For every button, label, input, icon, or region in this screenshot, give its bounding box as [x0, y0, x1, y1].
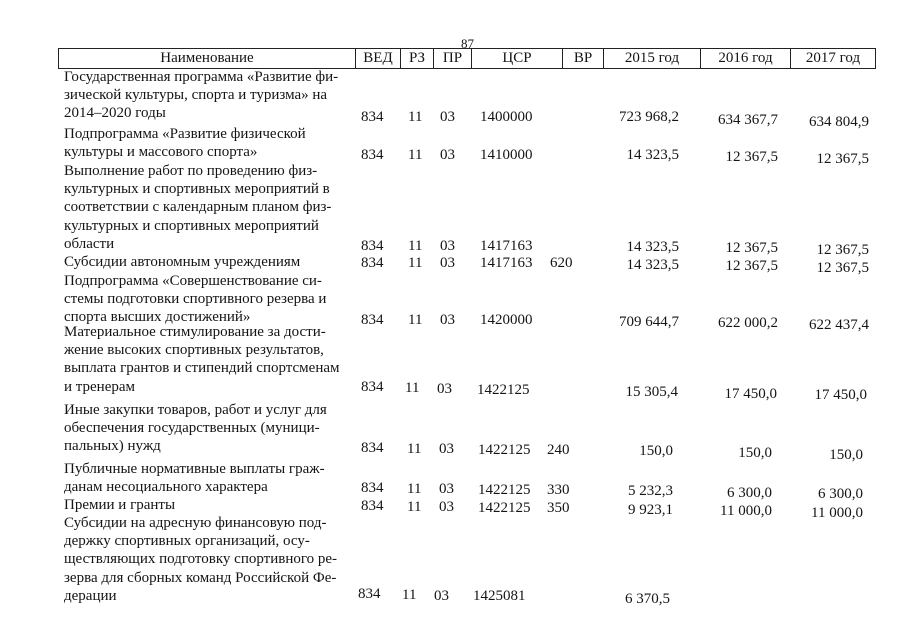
cell-2017: 11 000,0: [811, 505, 863, 521]
cell-pr: 03: [437, 381, 452, 397]
cell-pr: 03: [440, 255, 455, 271]
header-2017: 2017 год: [790, 49, 875, 68]
cell-2016: 150,0: [738, 445, 772, 461]
header-ved: ВЕД: [355, 49, 400, 68]
row-name: Материальное стимулирование за дости- жение высоких спортивных результатов, выплата грантов и стипендий спортсменам и тренерам: [64, 324, 340, 395]
cell-csr: 1425081: [473, 588, 526, 604]
cell-pr: 03: [434, 588, 449, 604]
cell-2015: 709 644,7: [619, 314, 679, 330]
cell-rz: 11: [408, 255, 423, 271]
cell-rz: 11: [407, 441, 422, 457]
header-rz: РЗ: [400, 49, 433, 68]
header-csr: ЦСР: [471, 49, 562, 68]
cell-ved: 834: [361, 379, 384, 395]
cell-pr: 03: [440, 109, 455, 125]
cell-2015: 5 232,3: [628, 483, 673, 499]
header-pr: ПР: [433, 49, 471, 68]
cell-rz: 11: [408, 312, 423, 328]
cell-2015: 15 305,4: [625, 384, 678, 400]
cell-2017: 12 367,5: [816, 242, 869, 258]
cell-rz: 11: [408, 109, 423, 125]
row-name: Субсидии автономным учреждениям: [64, 254, 301, 270]
cell-2015: 14 323,5: [626, 239, 679, 255]
cell-pr: 03: [439, 441, 454, 457]
row-name: Государственная программа «Развитие фи- зической культуры, спорта и туризма» на 2014–2020 годы: [64, 69, 339, 122]
cell-pr: 03: [439, 481, 454, 497]
cell-2016: 11 000,0: [720, 503, 772, 519]
cell-2015: 150,0: [639, 443, 673, 459]
header-2016: 2016 год: [700, 49, 790, 68]
page-number: 87: [461, 36, 474, 51]
row-name: Подпрограмма «Развитие физической культуры и массового спорта»: [64, 126, 306, 161]
cell-2016: 12 367,5: [725, 240, 778, 256]
cell-2016: 634 367,7: [718, 112, 778, 128]
table-header: [58, 48, 876, 69]
header-2015: 2015 год: [603, 49, 700, 68]
cell-csr: 1417163: [480, 238, 533, 254]
cell-csr: 1400000: [480, 109, 533, 125]
cell-2015: 14 323,5: [626, 257, 679, 273]
cell-ved: 834: [361, 255, 384, 271]
header-vr: ВР: [562, 49, 603, 68]
cell-ved: 834: [361, 440, 384, 456]
cell-csr: 1422125: [478, 482, 531, 498]
cell-ved: 834: [361, 109, 384, 125]
cell-rz: 11: [405, 380, 420, 396]
cell-ved: 834: [358, 586, 381, 602]
cell-2015: 723 968,2: [619, 109, 679, 125]
cell-rz: 11: [408, 147, 423, 163]
cell-vr: 240: [547, 442, 570, 458]
cell-ved: 834: [361, 238, 384, 254]
cell-2015: 14 323,5: [626, 147, 679, 163]
row-name: Подпрограмма «Совершенствование си- стемы подготовки спортивного резерва и спорта высших достижений»: [64, 273, 327, 326]
cell-rz: 11: [408, 238, 423, 254]
cell-2016: 12 367,5: [725, 149, 778, 165]
cell-2017: 12 367,5: [816, 260, 869, 276]
row-name: Выполнение работ по проведению физ- культурных и спортивных мероприятий в соответствии с календарным планом физ- культурных и спортивных мероприятий области: [64, 163, 332, 252]
cell-rz: 11: [407, 481, 422, 497]
row-name: Публичные нормативные выплаты граж- данам несоциального характера: [64, 461, 325, 496]
cell-ved: 834: [361, 147, 384, 163]
cell-2017: 12 367,5: [816, 151, 869, 167]
cell-2017: 150,0: [829, 447, 863, 463]
cell-vr: 350: [547, 500, 570, 516]
cell-rz: 11: [402, 587, 417, 603]
header-name: Наименование: [160, 50, 254, 66]
cell-2016: 622 000,2: [718, 315, 778, 331]
cell-ved: 834: [361, 312, 384, 328]
cell-2015: 6 370,5: [625, 591, 670, 607]
cell-csr: 1422125: [478, 500, 531, 516]
cell-pr: 03: [440, 147, 455, 163]
cell-csr: 1410000: [480, 147, 533, 163]
cell-2016: 6 300,0: [727, 485, 772, 501]
row-name: Премии и гранты: [64, 497, 176, 513]
cell-csr: 1420000: [480, 312, 533, 328]
cell-ved: 834: [361, 480, 384, 496]
cell-vr: 620: [550, 255, 573, 271]
cell-2017: 17 450,0: [814, 387, 867, 403]
cell-rz: 11: [407, 499, 422, 515]
row-name: Иные закупки товаров, работ и услуг для обеспечения государственных (муници- пальных) нужд: [64, 402, 327, 455]
row-name: Субсидии на адресную финансовую под- держку спортивных организаций, осу- ществляющих подготовку спортивного ре- зерва для сборных команд Российской Фе- дерации: [64, 515, 338, 604]
cell-csr: 1422125: [478, 442, 531, 458]
cell-pr: 03: [440, 312, 455, 328]
cell-csr: 1417163: [480, 255, 533, 271]
cell-2016: 17 450,0: [724, 386, 777, 402]
cell-pr: 03: [439, 499, 454, 515]
cell-2017: 6 300,0: [818, 486, 863, 502]
cell-2015: 9 923,1: [628, 502, 673, 518]
cell-2017: 622 437,4: [809, 317, 869, 333]
cell-vr: 330: [547, 482, 570, 498]
cell-pr: 03: [440, 238, 455, 254]
cell-2017: 634 804,9: [809, 114, 869, 130]
cell-2016: 12 367,5: [725, 258, 778, 274]
cell-ved: 834: [361, 498, 384, 514]
cell-csr: 1422125: [477, 382, 530, 398]
